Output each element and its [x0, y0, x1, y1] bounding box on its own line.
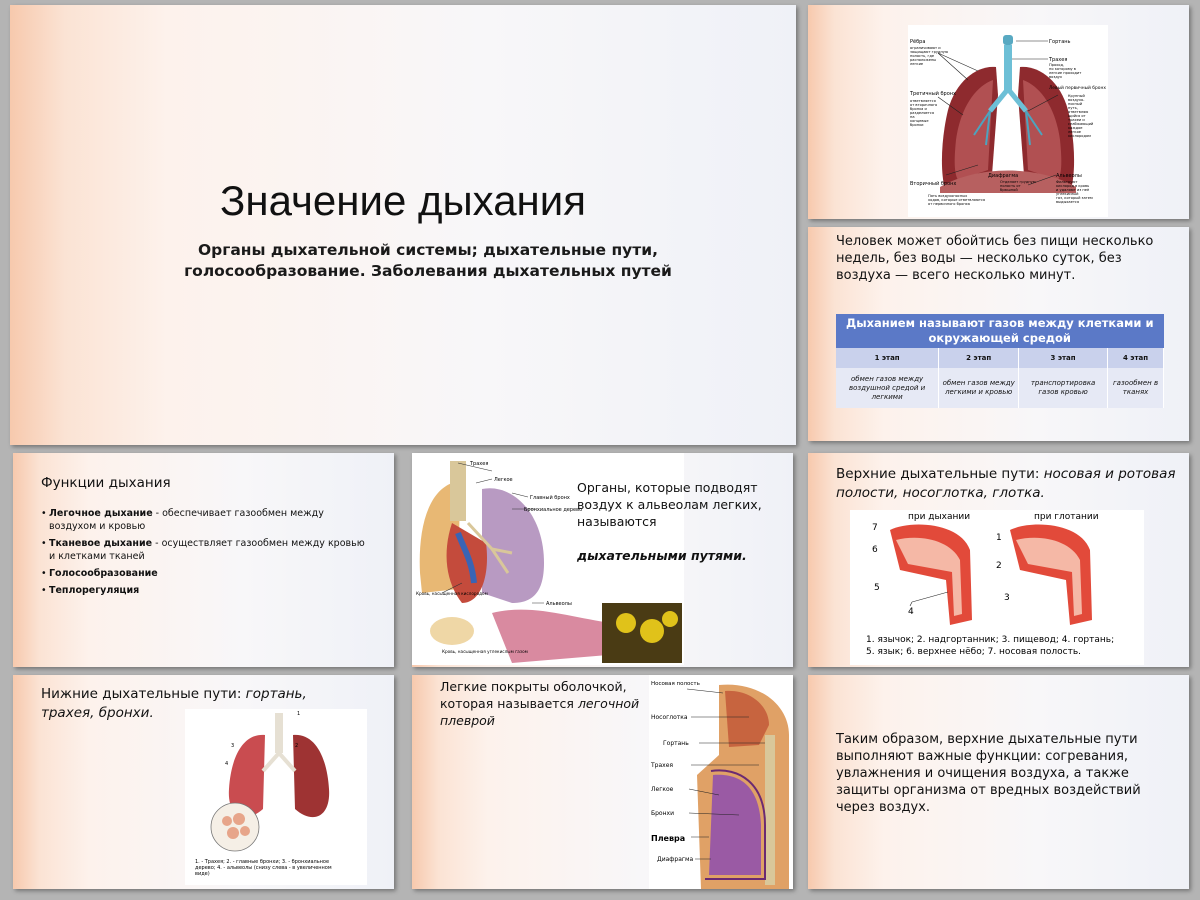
caption-swallowing: при глотании	[1034, 512, 1099, 522]
num-7: 7	[872, 523, 878, 533]
lungs-diagram-image	[908, 25, 1108, 217]
subtitle-line-1: Органы дыхательной системы; дыхательные пути,	[197, 241, 659, 259]
label-diaphragm-desc-2: полость от	[1000, 184, 1021, 188]
label-blood-oxy: Кровь, насыщенная кислородом	[416, 591, 488, 596]
label-alveoli: Альвеолы	[546, 601, 572, 607]
label-alveoli-desc-5: газ, который затем	[1056, 196, 1093, 200]
label-ribs: Рёбра	[910, 39, 926, 45]
slide-functions[interactable]	[13, 453, 394, 667]
label-left-primary-desc-6: щийся от	[1068, 114, 1086, 118]
label-trachea: Трахея	[651, 762, 674, 769]
num-2: 2	[295, 743, 299, 749]
legend-line-2: 5. язык; 6. верхнее нёбо; 7. носовая полость.	[866, 647, 1081, 657]
label-pleura: Плевра	[651, 834, 686, 843]
label-tertiary-desc-5: на	[910, 115, 915, 119]
functions-list	[41, 507, 371, 601]
label-tertiary-desc-7: бронхи	[910, 123, 924, 127]
upper-airways-text: Верхние дыхательные пути: носовая и ротовая полости, носоглотка, глотка.	[836, 466, 1176, 501]
survival-text: Человек может обойтись без пищи несколько недель, без воды — несколько суток, без воздуха — всего несколько минут.	[836, 234, 1154, 283]
label-larynx: Гортань	[1049, 39, 1071, 45]
stage-1-desc: обмен газов между воздушной средой и легкими	[836, 368, 939, 408]
label-trachea-desc-3: легкие проходит	[1049, 71, 1082, 75]
upper-airways-diagram	[850, 510, 1144, 665]
label-tertiary-desc-4: разделяется	[910, 111, 934, 115]
conclusion-text: Таким образом, верхние дыхательные пути выполняют важные функции: согревания, увлажнения и очищения воздуха, а также защиты организма от вредных воздействий через воздух.	[836, 732, 1141, 815]
stages-table-header: Дыханием называют газов между клетками и окружающей средой	[836, 314, 1164, 348]
slide-lungs-diagram[interactable]	[808, 5, 1189, 219]
lower-airways-diagram	[185, 709, 367, 885]
label-secondary-desc-1: Пять воздухоносных	[928, 194, 968, 198]
label-secondary-bronchus: Вторичный бронх	[910, 181, 957, 187]
pleura-diagram	[649, 675, 793, 889]
label-secondary-desc-2: ходов, которые ответвляются	[928, 198, 986, 202]
label-ribs-desc-2: защищают грудную	[910, 50, 948, 54]
label-left-primary-desc-5: ответвляю	[1068, 110, 1089, 114]
label-ribs-desc-5: легкие	[910, 62, 924, 66]
slide-title[interactable]	[10, 5, 796, 445]
slide-conclusion[interactable]	[808, 675, 1189, 889]
label-nasopharynx: Носоглотка	[651, 714, 688, 721]
label-left-primary-desc-11: кислородом	[1068, 134, 1091, 138]
stage-1-label: 1 этап	[836, 348, 939, 368]
label-diaphragm-desc-3: брюшной	[1000, 188, 1018, 192]
label-trachea-desc-2: по которому в	[1049, 67, 1076, 71]
lower-airways-text: Нижние дыхательные пути: гортань, трахея, бронхи.	[41, 686, 307, 721]
label-ribs-desc-3: полость, где	[910, 54, 935, 58]
label-left-primary-desc-9: каждое	[1068, 126, 1083, 130]
label-alveoli-desc-2: кислород в кровь	[1056, 184, 1090, 188]
label-tertiary-desc-2: от вторичного	[910, 103, 938, 107]
subtitle-line-2: голосообразование. Заболевания дыхательных путей	[184, 262, 672, 280]
label-ribs-desc-1: ограничивают и	[910, 46, 941, 50]
label-left-primary-desc-4: путь,	[1068, 106, 1078, 110]
label-trachea: Трахея	[1049, 57, 1068, 63]
num-4: 4	[225, 761, 229, 767]
label-left-primary-desc-10: легкое	[1068, 130, 1081, 134]
function-item: • Теплорегуляция	[41, 584, 371, 597]
legend-line-1: 1. язычок; 2. надгортанник; 3. пищевод; 4. гортань;	[866, 635, 1115, 645]
label-diaphragm-desc-1: Отделяет грудную	[1000, 180, 1036, 184]
label-diaphragm: Диафрагма	[988, 173, 1019, 179]
slide-title-heading: Значение дыхания	[220, 177, 586, 224]
label-tertiary-desc-1: ответвляется	[910, 99, 936, 103]
airways-text: Органы, которые подводят воздух к альвеолам легких, называются дыхательными путями.	[577, 480, 762, 563]
label-left-primary-desc-8: снабжающий	[1068, 122, 1094, 126]
num-3: 3	[1004, 593, 1010, 603]
slide-upper-airways[interactable]	[808, 453, 1189, 667]
num-2: 2	[996, 561, 1002, 571]
label-alveoli-desc-1: Фильтруют	[1056, 180, 1078, 184]
stage-3-label: 3 этап	[1019, 348, 1108, 368]
label-left-primary-desc-2: воздухо-	[1068, 98, 1085, 102]
slide-airways[interactable]	[412, 453, 793, 667]
label-trachea-desc-1: Проход,	[1049, 63, 1065, 67]
num-4: 4	[908, 607, 914, 617]
label-larynx: Гортань	[663, 740, 689, 747]
function-item: • Легочное дыхание - обеспечивает газообмен между воздухом и кровью	[41, 507, 371, 533]
label-tertiary-desc-3: бронха и	[910, 107, 927, 111]
num-1: 1	[996, 533, 1002, 543]
slide-subtitle	[120, 240, 736, 282]
function-item: • Голосообразование	[41, 567, 371, 580]
num-6: 6	[872, 545, 878, 555]
label-lung: Легкое	[651, 786, 674, 793]
stage-3-desc: транспортировка газов кровью	[1019, 368, 1108, 408]
num-1: 1	[297, 711, 301, 717]
label-main-bronchus: Главный бронх	[530, 495, 570, 501]
label-alveoli: Альвеолы	[1056, 173, 1082, 179]
label-secondary-desc-3: от первичного бронха	[928, 202, 971, 206]
stage-2-desc: обмен газов между легкими и кровью	[939, 368, 1019, 408]
label-tertiary-bronchus: Третичный бронх	[910, 91, 957, 97]
label-lung: Легкое	[494, 477, 513, 483]
caption-line-2: дерево; 4. - альвеолы (снизу слева - в увеличенном	[195, 865, 332, 871]
caption-line-3: виде)	[195, 871, 210, 877]
caption-line-1: 1. - Трахея; 2. - главные бронхи; 3. - бронхиальное	[195, 859, 330, 865]
label-left-primary-desc-7: трахеи и	[1068, 118, 1085, 122]
caption-breathing: при дыхании	[908, 512, 971, 522]
functions-heading: Функции дыхания	[41, 475, 171, 491]
pleura-text: Легкие покрыты оболочкой, которая называется легочной плеврой	[440, 679, 640, 728]
label-trachea: Трахея	[470, 461, 489, 467]
stage-4-desc: газообмен в тканях	[1108, 368, 1164, 408]
label-bronchial-tree: Бронхиальное дерево	[524, 507, 583, 513]
label-bronchi: Бронхи	[651, 810, 674, 817]
label-diaphragm: Диафрагма	[657, 856, 694, 863]
stage-4-label: 4 этап	[1108, 348, 1164, 368]
airways-term: дыхательными путями.	[577, 548, 747, 563]
label-nasal-cavity: Носовая полость	[651, 681, 700, 687]
label-blood-co2: Кровь, насыщенная углекислым газом	[442, 649, 528, 654]
slide-lower-airways[interactable]	[13, 675, 394, 889]
num-3: 3	[231, 743, 235, 749]
stage-2-label: 2 этап	[939, 348, 1019, 368]
label-ribs-desc-4: расположены	[910, 58, 937, 62]
function-item: • Тканевое дыхание - осуществляет газообмен между кровью и клетками тканей	[41, 537, 371, 563]
stages-table	[836, 314, 1164, 408]
num-5: 5	[874, 583, 880, 593]
label-alveoli-desc-4: углекислый	[1056, 192, 1079, 196]
label-left-primary-bronchus: Левый первичный бронх	[1049, 86, 1106, 91]
label-left-primary-desc-3: носный	[1068, 102, 1083, 106]
label-left-primary-desc-1: Крупный	[1068, 94, 1085, 98]
label-alveoli-desc-3: и удаляют из неё	[1056, 188, 1090, 192]
label-tertiary-desc-6: концевые	[910, 119, 929, 123]
slide-pleura[interactable]	[412, 675, 793, 889]
label-trachea-desc-4: воздух	[1049, 75, 1062, 79]
slide-breathing-definition[interactable]	[808, 227, 1189, 441]
label-alveoli-desc-6: выдыхается	[1056, 200, 1080, 204]
